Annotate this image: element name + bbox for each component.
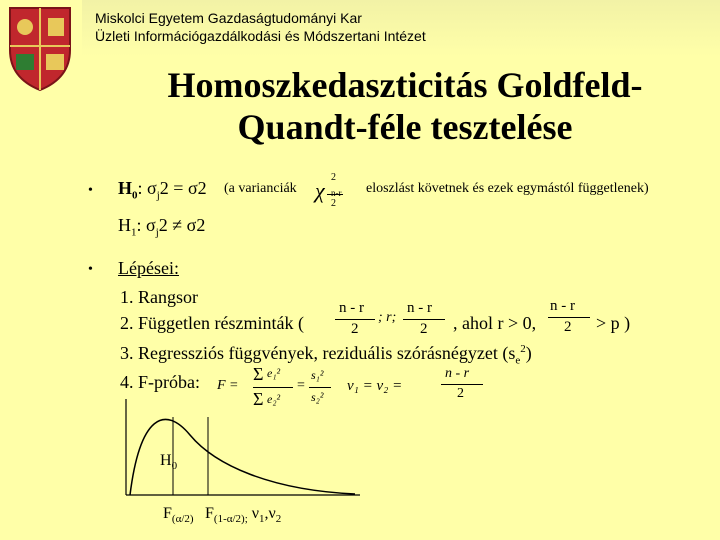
- h0-note-left: (a varianciák: [224, 181, 297, 196]
- frac-num-2: n - r: [407, 300, 432, 316]
- h0-note-right: eloszlást követnek és ezek egymástól függetlenek): [366, 181, 649, 196]
- chi-square-den: 2: [331, 198, 336, 209]
- h0-line: [118, 178, 207, 202]
- university-crest-logo: [2, 2, 78, 92]
- h0-sub: 0: [132, 189, 138, 202]
- f-right-sub: (1-α/2);: [213, 513, 248, 526]
- f-right-nu2: 2: [275, 513, 282, 526]
- step-1: 1. Rangsor: [120, 287, 198, 307]
- step-2-left: 2. Független részminták (: [120, 313, 304, 333]
- h1-sigma: : σ: [136, 215, 156, 235]
- nu-equation: ν₁ = ν₂ =: [347, 378, 403, 394]
- subsample-formula: [333, 300, 448, 344]
- h1-j: j: [155, 226, 159, 239]
- frac-num-3: n - r: [550, 298, 575, 314]
- header-institute: Üzleti Információgazdálkodási és Módszertani Intézet: [95, 28, 426, 44]
- h1-line: [118, 215, 205, 239]
- f-right-comma: ,ν: [264, 505, 276, 522]
- h1-sub: 1: [131, 226, 137, 239]
- step-2-mid: , ahol r > 0,: [453, 313, 537, 333]
- chart-h0-sub: 0: [171, 460, 178, 473]
- step-4: 4. F-próba:: [120, 372, 200, 392]
- f-left-text: F: [163, 505, 172, 522]
- f-right-nu: ν: [247, 505, 260, 522]
- f-left-sub: (α/2): [171, 513, 194, 526]
- f-right-nu1: 1: [259, 513, 265, 526]
- step-3-sup: 2: [520, 343, 526, 355]
- f-statistic-formula: F = Σ e₁² Σ e₂² = s₁² s₂²: [213, 362, 343, 412]
- steps-heading: Lépései:: [118, 258, 179, 278]
- h0-rest: 2 = σ2: [159, 178, 207, 198]
- h1-rest: 2 ≠ σ2: [158, 215, 206, 235]
- frac-num-1: n - r: [339, 300, 364, 316]
- nu-denominator: 2: [457, 386, 464, 401]
- step-3-text: 3. Regressziós függvények, reziduális szórásnégyzet (s: [120, 343, 516, 363]
- h0-sigma: : σ: [137, 178, 157, 198]
- frac-separator: ; r;: [378, 310, 397, 325]
- h0-label: H: [118, 178, 133, 198]
- chi-square-sup: 2: [331, 172, 336, 183]
- step-3-end: ): [525, 343, 532, 363]
- step-3-sub: e: [515, 354, 521, 367]
- frac-den-2: 2: [420, 321, 428, 337]
- h0-j: j: [156, 189, 160, 202]
- bullet-dot: •: [88, 183, 93, 198]
- nu-numerator: n - r: [445, 366, 470, 381]
- header-faculty: Miskolci Egyetem Gazdaságtudományi Kar: [95, 10, 362, 26]
- frac-den-3: 2: [564, 319, 572, 335]
- f-left-label: [163, 505, 194, 525]
- step-2-right: > p ): [596, 313, 631, 333]
- f-right-text: F: [205, 505, 214, 522]
- title-line-2: Quandt-féle tesztelése: [237, 107, 573, 147]
- chart-h0-text: H: [160, 452, 172, 469]
- f-right-label: [205, 505, 281, 525]
- frac-den-1: 2: [351, 321, 359, 337]
- h1-label: H: [118, 215, 131, 235]
- bullet-dot: •: [88, 262, 93, 277]
- chart-h0-label: [160, 452, 177, 472]
- title-line-1: Homoszkedaszticitás Goldfeld-: [167, 65, 643, 105]
- chi-square-formula: χ 2 n-r 2: [315, 172, 342, 209]
- threshold-fraction: [548, 298, 594, 342]
- slide-title: [110, 64, 700, 148]
